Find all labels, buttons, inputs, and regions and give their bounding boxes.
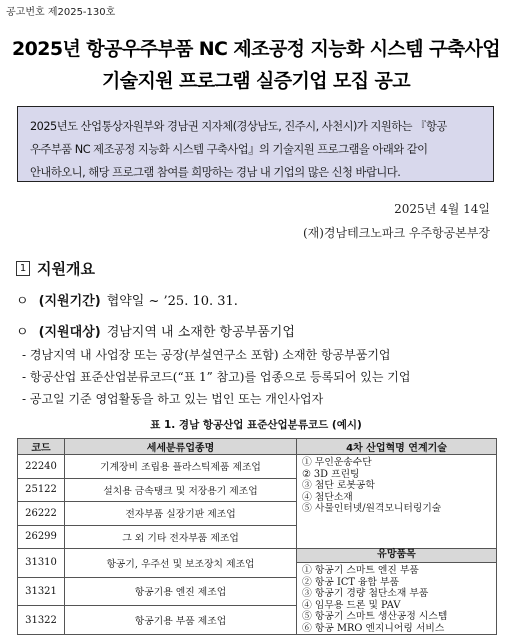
bullet-icon: ㅇ: [16, 294, 29, 309]
notice-box: [17, 106, 494, 182]
promising-item: ① 항공기 스마트 엔진 부품: [302, 565, 419, 576]
target-item: - 경남지역 내 사업장 또는 공장(부설연구소 포함) 소재한 항공부품기업: [22, 348, 391, 362]
target-item: - 공고일 기준 영업활동을 하고 있는 법인 또는 개인사업자: [22, 392, 324, 406]
code-cell: 31310: [18, 549, 65, 578]
issuing-organization: (재)경남테크노파크 우주항공본부장: [302, 226, 490, 240]
notice-line: 안내하오니, 해당 프로그램 참여를 희망하는 경남 내 기업의 많은 신청 바랍니다.: [30, 166, 401, 179]
title-line-2: 기술지원 프로그램 실증기업 모집 공고: [101, 70, 411, 92]
code-cell: 22240: [18, 455, 65, 479]
section-heading: [16, 258, 95, 279]
section-number-box: 1: [16, 261, 30, 276]
technology-item: ① 무인운송수단: [302, 457, 372, 468]
promising-item: ⑥ 항공 MRO 엔지니어링 서비스: [302, 622, 445, 634]
technology-item: ④ 첨단소재: [302, 491, 353, 503]
industry-cell: 설치용 금속탱크 및 저장용기 제조업: [65, 478, 297, 502]
code-cell: 26299: [18, 525, 65, 549]
support-target-row: [16, 321, 295, 340]
column-header-code: 코드: [18, 439, 65, 455]
notice-line: 2025년도 산업통상자원부와 경남권 지자체(경상남도, 진주시, 사천시)가 지원하는 『항공: [30, 120, 447, 133]
promising-items-header: 유망품목: [297, 549, 496, 563]
promising-item: ④ 임무용 드론 및 PAV: [302, 599, 401, 611]
technology-cell: [297, 455, 497, 549]
promising-item: ⑤ 항공기 스마트 생산공정 시스템: [302, 611, 448, 622]
table-caption: 표 1. 경남 항공산업 표준산업분류코드 (예시): [150, 419, 362, 431]
promising-item: ③ 항공기 경량 첨단소재 부품: [302, 588, 429, 599]
industry-cell: 그 외 기타 전자부품 제조업: [65, 525, 297, 549]
code-cell: 25122: [18, 478, 65, 502]
table-row: [18, 455, 497, 479]
technology-item: ③ 첨단 로봇공학: [302, 480, 375, 491]
document-number: 공고번호 제2025-130호: [6, 7, 116, 18]
section-title: 지원개요: [37, 260, 95, 278]
promising-item: ② 항공 ICT 융합 부품: [302, 576, 399, 588]
support-target-value: 경남지역 내 소재한 항공부품기업: [106, 325, 295, 340]
title-line-1: 2025년 항공우주부품 NC 제조공정 지능화 시스템 구축사업: [11, 38, 501, 60]
column-header-industry: 세세분류업종명: [65, 439, 297, 455]
industry-cell: 항공기용 엔진 제조업: [65, 577, 297, 606]
code-cell: 26222: [18, 502, 65, 526]
code-cell: 31321: [18, 577, 65, 606]
notice-line: 우주부품 NC 제조공정 지능화 시스템 구축사업』의 기술지원 프로그램을 아래와 같이: [30, 143, 428, 156]
support-period-value: 협약일 ~ ’25. 10. 31.: [106, 294, 238, 309]
industry-code-table: [17, 438, 497, 635]
support-period-label: (지원기간): [38, 294, 101, 309]
promising-items-cell: [297, 549, 497, 635]
bullet-icon: ㅇ: [16, 325, 29, 340]
support-target-label: (지원대상): [38, 325, 101, 340]
industry-cell: 항공기용 부품 제조업: [65, 606, 297, 635]
table-header-row: [18, 439, 497, 455]
technology-item: ⑤ 사물인터넷/원격모니터링기술: [302, 503, 442, 514]
support-period-row: [16, 290, 238, 309]
target-item: - 항공산업 표준산업분류코드(“표 1” 참고)를 업종으로 등록되어 있는 기업: [22, 370, 411, 384]
industry-cell: 기계장비 조립용 플라스틱제품 제조업: [65, 455, 297, 479]
announcement-date: 2025년 4월 14일: [394, 202, 490, 216]
table-row: [18, 549, 497, 578]
code-cell: 31322: [18, 606, 65, 635]
industry-cell: 항공기, 우주선 및 보조장치 제조업: [65, 549, 297, 578]
industry-cell: 전자부품 실장기판 제조업: [65, 502, 297, 526]
technology-item: ② 3D 프린팅: [302, 468, 360, 480]
column-header-technology: 4차 산업혁명 연계기술: [297, 439, 497, 455]
